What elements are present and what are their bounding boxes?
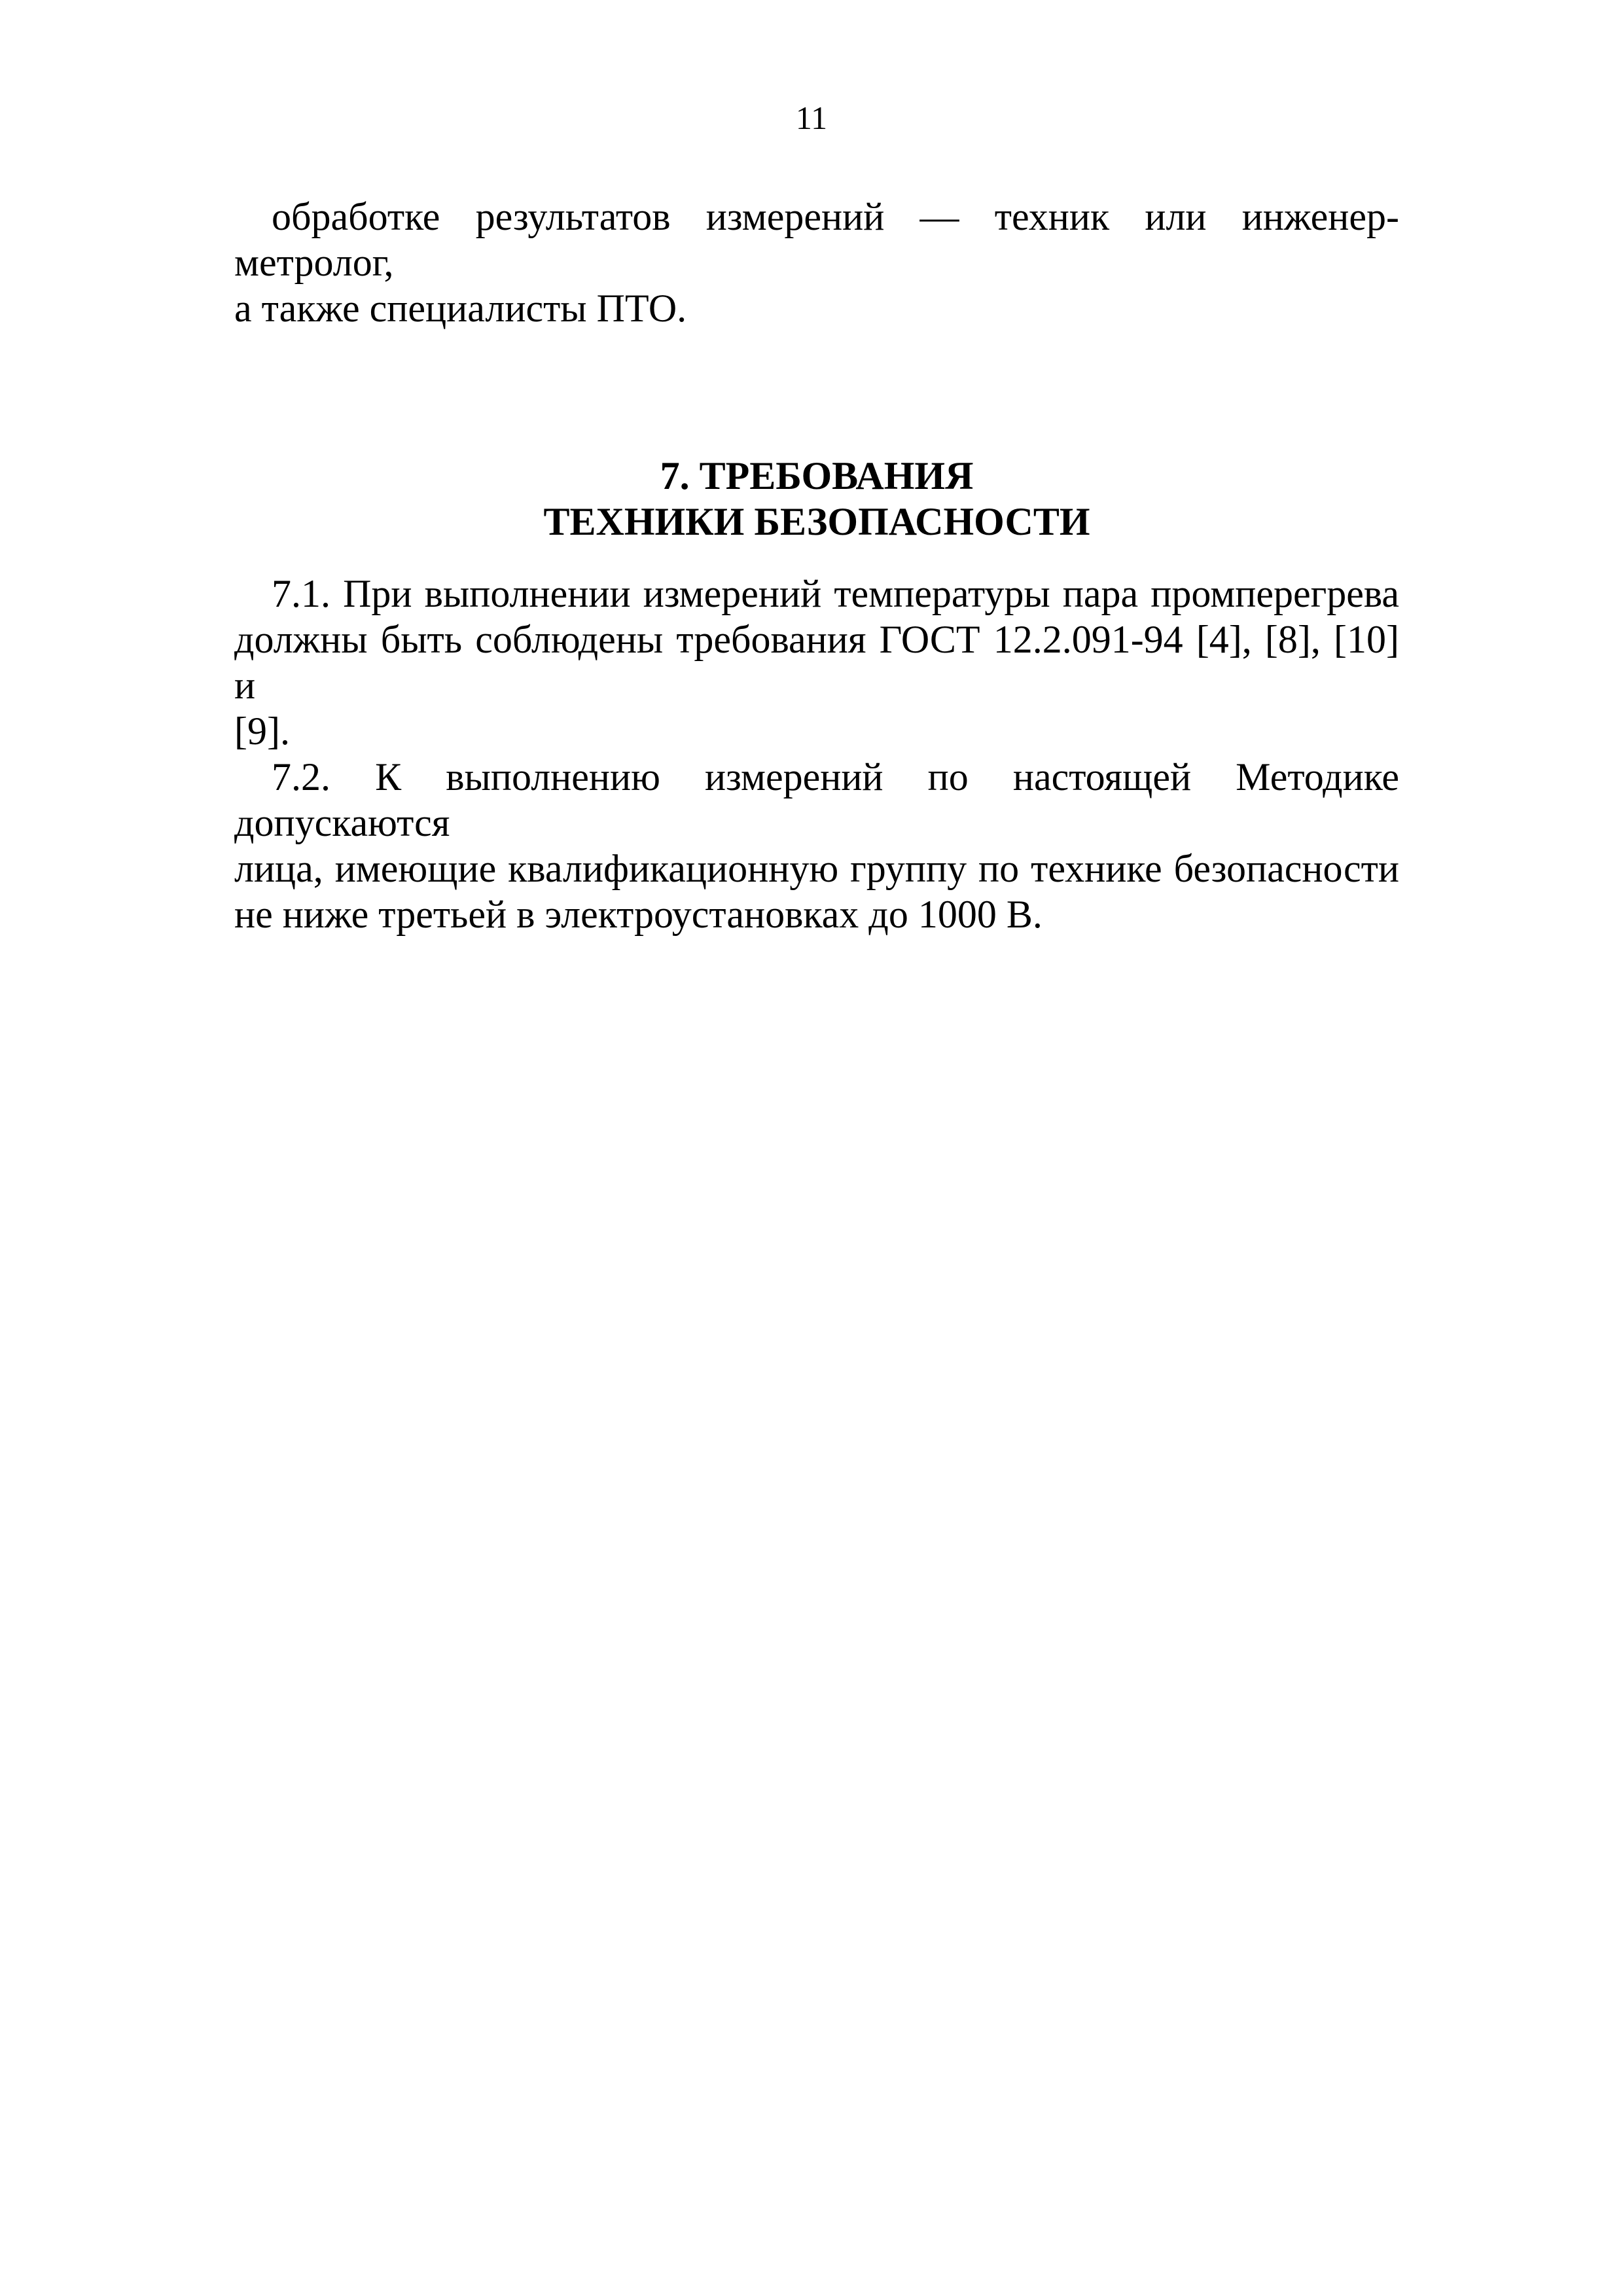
document-body: [234, 194, 1399, 937]
text-line: должны быть соблюдены требования ГОСТ 12.2.091-94 [4], [8], [10] и: [234, 618, 1399, 707]
text-line: [9].: [234, 709, 290, 753]
clause-7-1: [234, 571, 1399, 754]
text-line: лица, имеющие квалификационную группу по технике безопасности: [234, 847, 1399, 890]
text-line: обработке результатов измерений — техник или инженер-метролог,: [234, 195, 1399, 284]
text-line: а также специалисты ПТО.: [234, 287, 687, 330]
intro-paragraph: [234, 194, 1399, 331]
page-number: 11: [795, 99, 828, 136]
clause-7-2: [234, 754, 1399, 937]
text-line: 7.2. К выполнению измерений по настоящей Методике допускаются: [234, 755, 1399, 844]
section-title-line-1: 7. ТРЕБОВАНИЯ: [660, 454, 974, 497]
text-line: не ниже третьей в электроустановках до 1000 В.: [234, 893, 1043, 936]
text-line: 7.1. При выполнении измерений температуры пара промперегрева: [272, 572, 1399, 615]
section-title-line-2: ТЕХНИКИ БЕЗОПАСНОСТИ: [543, 500, 1090, 543]
section-heading: [234, 453, 1399, 545]
